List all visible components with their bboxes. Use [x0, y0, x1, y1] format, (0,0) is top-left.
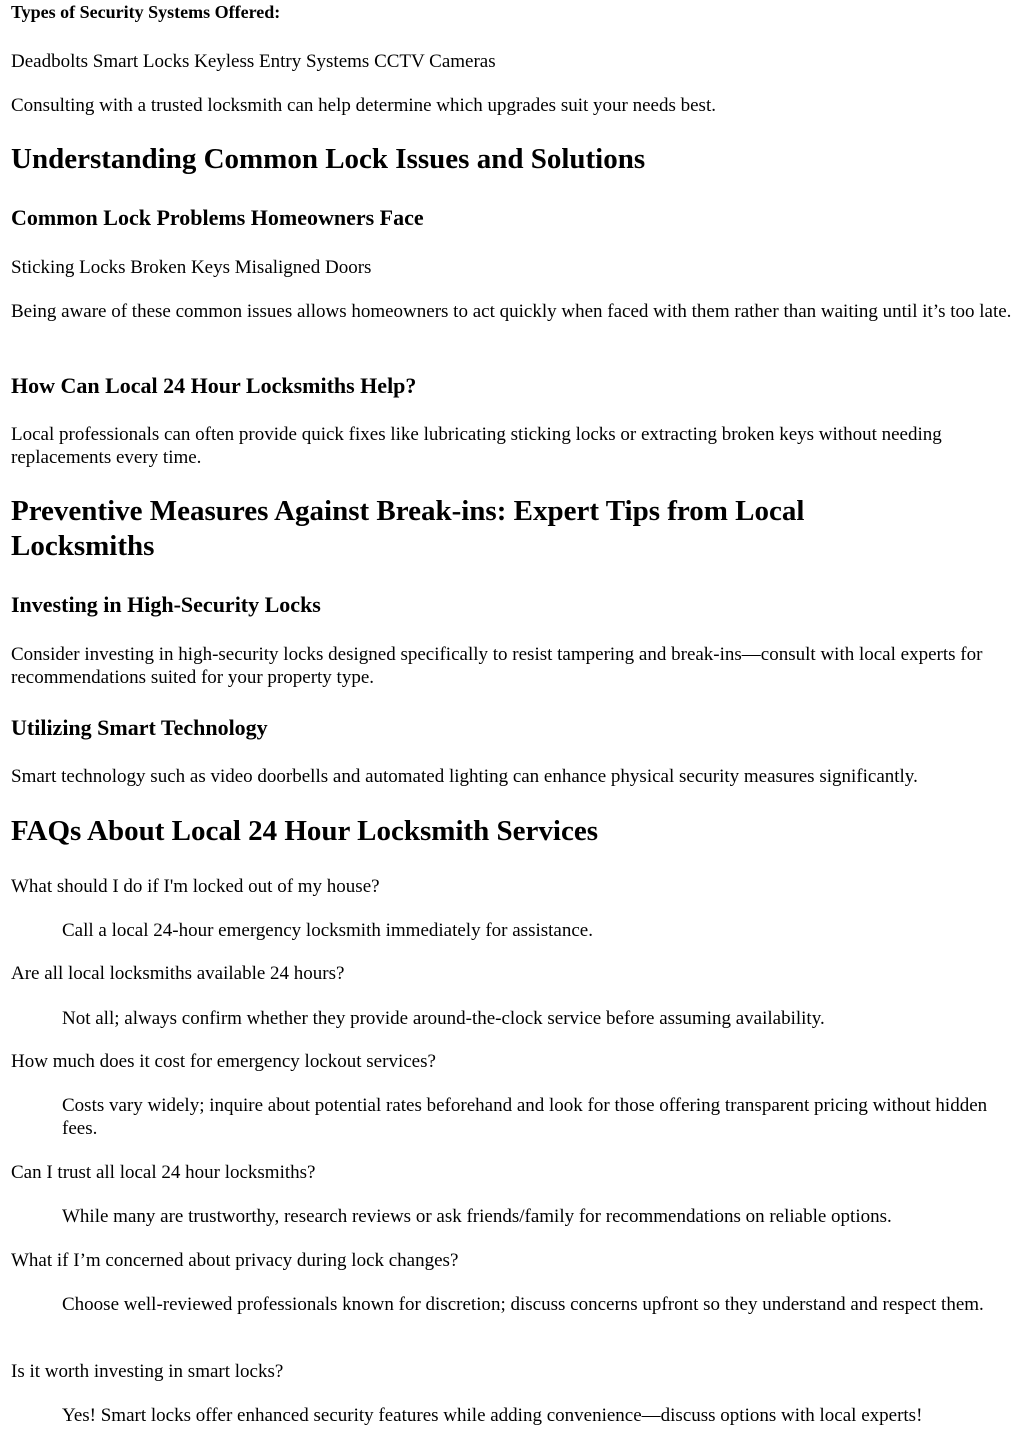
smart-technology-paragraph: Smart technology such as video doorbells and automated lighting can enhance physical security measures significantly.	[11, 766, 918, 787]
high-security-paragraph: Consider investing in high-security locks designed specifically to resist tampering and break-ins—consult with local experts for recommendations suited for your property type.	[11, 644, 983, 688]
faq-question: What should I do if I'm locked out of my house?	[11, 876, 380, 897]
lock-problems-paragraph: Being aware of these common issues allows homeowners to act quickly when faced with them rather than waiting until it’s too late.	[11, 301, 1012, 322]
faq-answer: While many are trustworthy, research reviews or ask friends/family for recommendations on reliable options.	[62, 1206, 892, 1227]
faq-answer: Not all; always confirm whether they provide around-the-clock service before assuming availability.	[62, 1008, 825, 1029]
faq-question: Can I trust all local 24 hour locksmiths?	[11, 1162, 316, 1183]
high-security-heading: Investing in High-Security Locks	[11, 592, 321, 617]
faq-question: How much does it cost for emergency lockout services?	[11, 1051, 436, 1072]
smart-technology-heading: Utilizing Smart Technology	[11, 715, 268, 740]
lock-problems-heading: Common Lock Problems Homeowners Face	[11, 205, 424, 230]
faq-question: Are all local locksmiths available 24 hours?	[11, 963, 345, 984]
faq-answer: Costs vary widely; inquire about potential rates beforehand and look for those offering transparent pricing without hidden fees.	[62, 1095, 988, 1139]
consult-paragraph: Consulting with a trusted locksmith can help determine which upgrades suit your needs best.	[11, 95, 716, 116]
lock-problems-list: Sticking Locks Broken Keys Misaligned Doors	[11, 257, 372, 278]
faqs-title: FAQs About Local 24 Hour Locksmith Services	[11, 815, 598, 847]
faq-answer: Choose well-reviewed professionals known for discretion; discuss concerns upfront so they understand and respect them.	[62, 1294, 984, 1315]
preventive-measures-title: Preventive Measures Against Break-ins: Expert Tips from Local Locksmiths	[11, 495, 805, 562]
security-systems-list: Deadbolts Smart Locks Keyless Entry Systems CCTV Cameras	[11, 51, 496, 72]
locksmith-help-heading: How Can Local 24 Hour Locksmiths Help?	[11, 373, 417, 398]
locksmith-help-paragraph: Local professionals can often provide quick fixes like lubricating sticking locks or extracting broken keys without needing replacements every time.	[11, 424, 942, 468]
faq-question: Is it worth investing in smart locks?	[11, 1361, 284, 1382]
faq-answer: Call a local 24-hour emergency locksmith immediately for assistance.	[62, 920, 593, 941]
faq-answer: Yes! Smart locks offer enhanced security features while adding convenience—discuss options with local experts!	[62, 1405, 923, 1426]
lock-issues-title: Understanding Common Lock Issues and Solutions	[11, 143, 646, 175]
security-systems-heading: Types of Security Systems Offered:	[11, 2, 281, 22]
faq-question: What if I’m concerned about privacy during lock changes?	[11, 1250, 459, 1271]
